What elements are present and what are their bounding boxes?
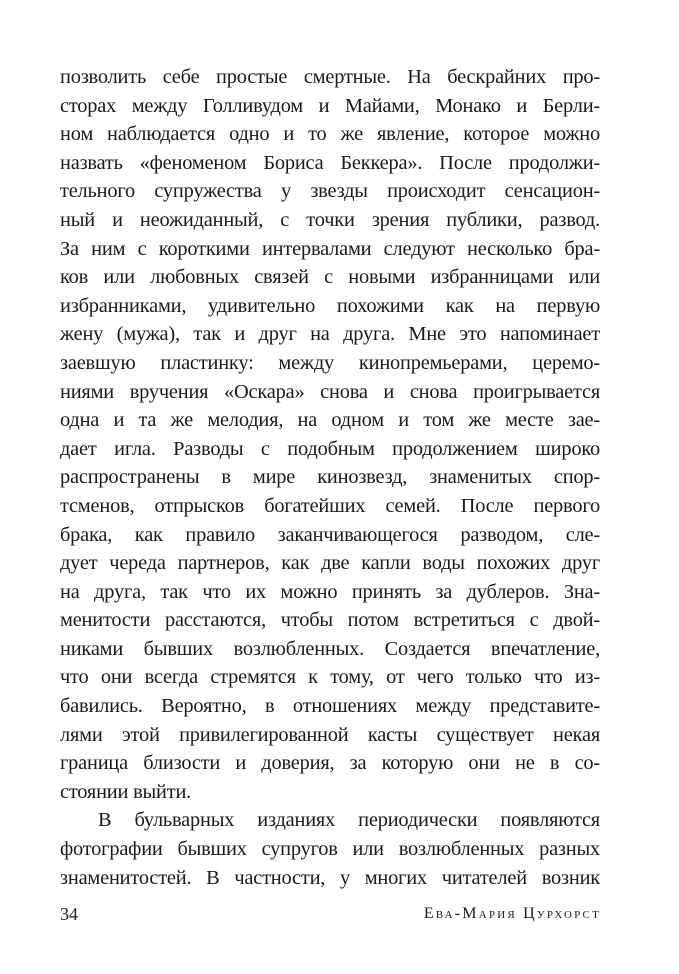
text-line: стоянии выйти. [60, 780, 192, 803]
paragraph-first-line: В бульварных изданиях периодически появляются [98, 809, 600, 832]
text-line: дает игла. Разводы с подобным продолжением широко [60, 437, 600, 460]
text-line: фотографии бывших супругов или возлюбленных разных [60, 838, 600, 861]
text-line: ков или любовных связей с новыми избранницами или [60, 266, 600, 289]
text-line: знаменитостей. В частности, у многих читателей возник [60, 866, 600, 889]
text-line: что они всегда стремятся к тому, от чего только что из- [60, 666, 600, 689]
text-line: тсменов, отпрысков богатейших семей. После первого [60, 494, 600, 517]
text-line: лями этой привилегированной касты существует некая [60, 723, 600, 746]
text-line: одна и та же мелодия, на одном и том же месте зае- [60, 409, 600, 432]
text-line: менитости расстаются, чтобы потом встретиться с двой- [60, 609, 600, 632]
text-line: сторах между Голливудом и Майами, Монако и Берли- [60, 94, 600, 117]
page-number: 34 [60, 904, 78, 924]
text-line: тельного супружества у звезды происходит сенсацион- [60, 180, 600, 203]
text-line: бавились. Вероятно, в отношениях между представите- [60, 695, 600, 718]
text-line: граница близости и доверия, за которую они не в со- [60, 752, 600, 775]
text-line: заевшую пластинку: между кинопремьерами, церемо- [60, 351, 600, 374]
text-line: брака, как правило заканчивающегося разводом, сле- [60, 523, 600, 546]
text-line: За ним с короткими интервалами следуют несколько бра- [60, 237, 600, 260]
text-line: назвать «феноменом Бориса Беккера». После продолжи- [60, 151, 600, 174]
text-line: ный и неожиданный, с точки зрения публики, развод. [60, 208, 600, 231]
text-line: избранниками, удивительно похожими как на первую [60, 294, 600, 317]
text-line: на друга, так что их можно принять за дублеров. Зна- [60, 580, 600, 603]
text-line: ном наблюдается одно и то же явление, которое можно [60, 123, 600, 146]
text-line: никами бывших возлюбленных. Создается впечатление, [60, 637, 600, 660]
running-head-author: Ева-Мария Цурхорст [423, 905, 601, 922]
body-text [60, 63, 600, 892]
text-line: позволить себе простые смертные. На бескрайних про- [60, 66, 600, 88]
text-line: жену (мужа), так и друг на друга. Мне это напоминает [60, 323, 600, 346]
text-line: дует череда партнеров, как две капли воды похожих друг [60, 552, 600, 575]
text-line: ниями вручения «Оскара» снова и снова проигрывается [60, 380, 600, 403]
text-line: распространены в мире кинозвезд, знаменитых спор- [60, 466, 600, 489]
